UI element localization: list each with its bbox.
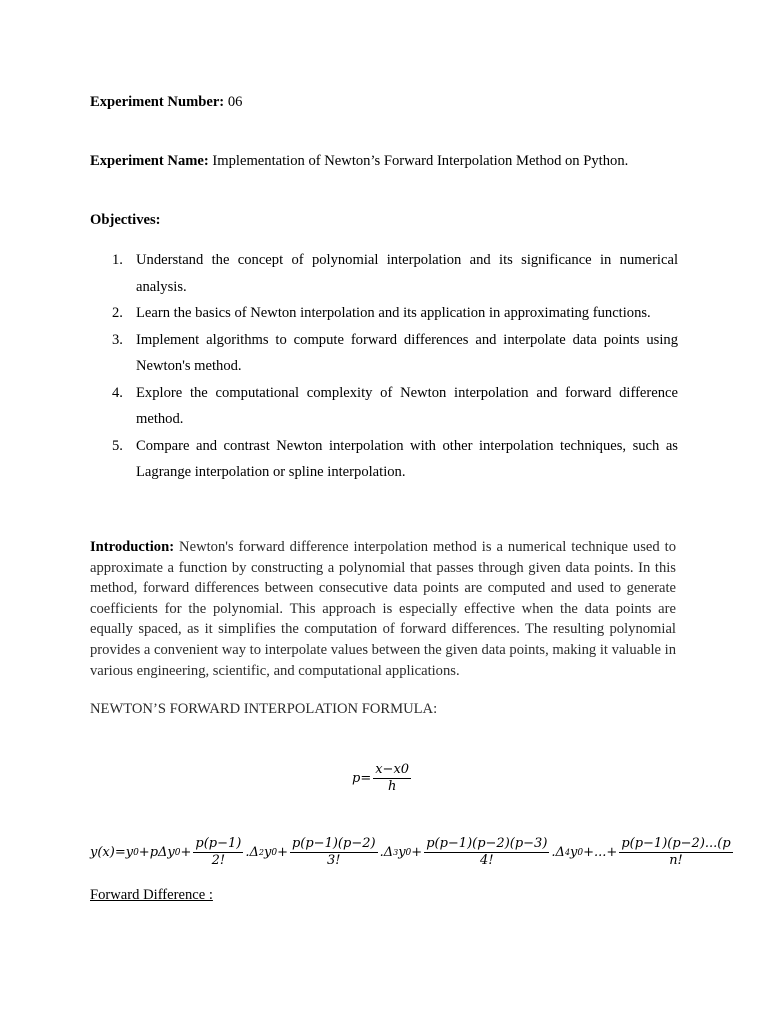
introduction-text: Newton's forward difference interpolation method is a numerical technique used to approximate a function by constructing a polynomial that passes through given data points. In this method, forward differences between consecutive data points are computed and used to generate coefficients for the polynomial. This approach is especially effective when the data points are equally spaced, as it simplifies the computation of forward differences. The resulting polynomial provides a convenient way to interpolate values between the given data points, making it valuable in various engineering, scientific, and computational applications. <box>90 539 677 679</box>
experiment-number <box>90 94 242 111</box>
p-formula-lhs: p= <box>352 771 372 786</box>
objective-item: 2. Learn the basics of Newton interpolation and its application in approximating functions. <box>112 305 651 321</box>
p-numerator: x−x0 <box>375 762 410 777</box>
y-fraction-4: $\frac{p(p-1)(p-2)...(p}{n!}$ <box>621 836 731 868</box>
introduction-label: Introduction: <box>90 539 175 555</box>
p-fraction <box>373 762 411 795</box>
p-denominator: h <box>387 779 397 794</box>
objective-item: 1. Understand the concept of polynomial interpolation and its significance in numerical analysis. <box>112 252 678 295</box>
formula-title: NEWTON’S FORWARD INTERPOLATION FORMULA: <box>90 701 438 717</box>
y-fraction-1: $\frac{p(p-1)}{2!}$ <box>195 836 242 868</box>
y-fraction-2: $\frac{p(p-1)(p-2)}{3!}$ <box>291 836 376 868</box>
forward-difference-heading: Forward Difference : <box>90 887 213 903</box>
p-formula <box>352 762 413 795</box>
y-formula-lhs: y(x)=y <box>90 845 134 860</box>
experiment-name-value: Implementation of Newton’s Forward Interpolation Method on Python. <box>212 153 629 169</box>
y-fraction-3: $\frac{p(p-1)(p-2)(p-3)}{4!}$ <box>426 836 548 868</box>
y-ellipsis: +...+ <box>583 845 618 860</box>
experiment-number-label: Experiment Number: <box>90 94 225 110</box>
y-term-1: +pΔy <box>138 845 175 860</box>
objectives-list <box>90 247 678 486</box>
introduction-paragraph <box>90 537 676 681</box>
experiment-number-value: 06 <box>227 94 243 110</box>
objective-item: 3. Implement algorithms to compute forward differences and interpolate data points using Newton's method. <box>112 331 678 374</box>
experiment-name-label: Experiment Name: <box>90 153 209 169</box>
objective-item: 5. Compare and contrast Newton interpolation with other interpolation techniques, such as Lagrange interpolation or spline interpolation. <box>112 437 678 480</box>
experiment-name <box>90 153 628 170</box>
objectives-heading: Objectives: <box>90 212 161 228</box>
y-formula: y(x)=y 0 +pΔy 0 + $\frac{p(p-1)}{2!}$ .Δ 2 y 0 + $\frac{p(p-1)(p-2)}{3!}$ .Δ 3 y 0 + $\frac{p(p-1)(p-2)(p-3)}{4!}$ .Δ 4 y 0 +...+ $\frac{p(p-1)(p-2)...(p}{n!}$ <box>90 836 731 868</box>
objective-item: 4. Explore the computational complexity of Newton interpolation and forward difference method. <box>112 384 678 427</box>
